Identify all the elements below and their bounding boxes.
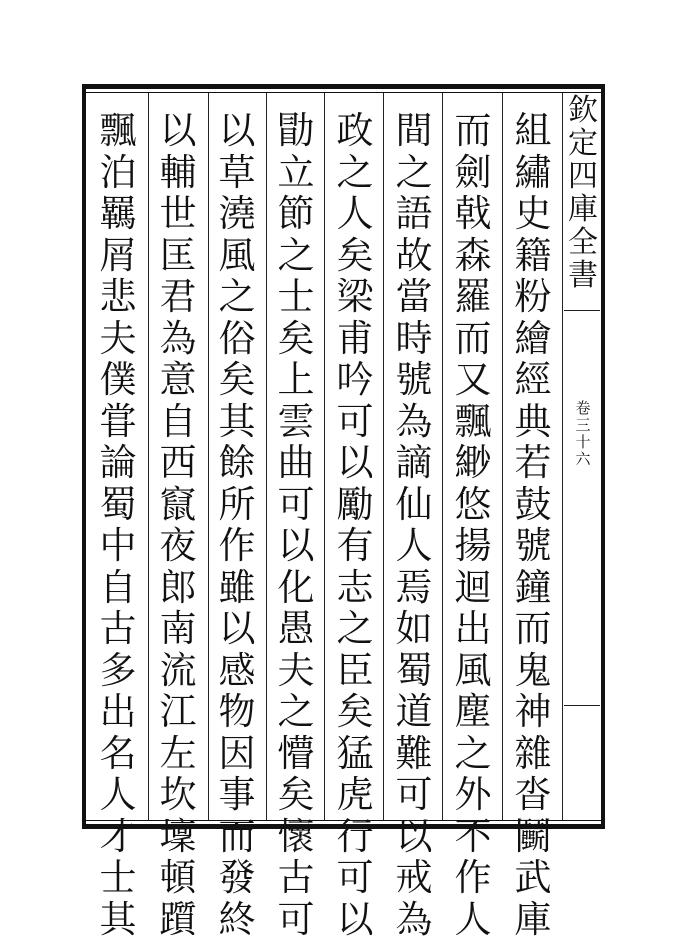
glyph: 鐘 [514, 565, 552, 609]
glyph: 當 [395, 275, 433, 318]
glyph: 論 [99, 441, 137, 484]
column-divider [148, 93, 149, 820]
glyph: 甫 [336, 316, 374, 360]
glyph: 意 [159, 358, 197, 401]
glyph: 甞 [99, 399, 137, 443]
glyph: 立 [277, 150, 315, 194]
text-column-2 [445, 109, 501, 941]
glyph: 世 [159, 192, 197, 235]
glyph: 躓 [159, 897, 197, 941]
glyph: 為 [395, 897, 433, 941]
fishtail-mark [564, 705, 600, 706]
glyph: 如 [395, 607, 433, 650]
column-divider [324, 93, 325, 820]
glyph: 故 [395, 233, 433, 277]
glyph: 繡 [514, 150, 552, 194]
glyph: 難 [395, 731, 433, 775]
glyph: 懵 [277, 731, 315, 775]
glyph: 節 [277, 192, 315, 235]
glyph: 外 [454, 773, 492, 816]
glyph: 飄 [454, 399, 492, 443]
glyph: 羈 [99, 192, 137, 235]
glyph: 定 [568, 126, 598, 161]
glyph: 出 [454, 607, 492, 650]
glyph: 蜀 [99, 482, 137, 526]
glyph: 夫 [99, 316, 137, 360]
glyph: 語 [395, 192, 433, 235]
glyph: 焉 [395, 565, 433, 609]
glyph: 人 [336, 192, 374, 235]
glyph: 庫 [568, 192, 598, 227]
glyph: 感 [218, 648, 256, 692]
glyph: 士 [99, 856, 137, 899]
glyph: 欽 [568, 93, 598, 128]
glyph: 可 [277, 482, 315, 526]
glyph: 為 [395, 399, 433, 443]
glyph: 又 [454, 358, 492, 401]
glyph: 自 [99, 565, 137, 609]
glyph: 矣 [277, 316, 315, 360]
glyph: 鬭 [514, 814, 552, 858]
glyph: 組 [514, 109, 552, 152]
glyph: 以 [218, 109, 256, 152]
glyph: 時 [395, 316, 433, 360]
column-divider [502, 93, 503, 820]
glyph: 可 [277, 897, 315, 941]
glyph: 十 [575, 433, 591, 451]
glyph: 全 [568, 225, 598, 260]
glyph: 之 [336, 607, 374, 650]
glyph: 虎 [336, 773, 374, 816]
glyph: 作 [218, 524, 256, 567]
glyph: 之 [277, 233, 315, 277]
glyph: 雲 [277, 399, 315, 443]
left-border [82, 84, 86, 829]
glyph: 勵 [336, 482, 374, 526]
glyph: 戟 [454, 192, 492, 235]
glyph: 梁 [336, 275, 374, 318]
glyph: 矣 [277, 773, 315, 816]
glyph: 俗 [218, 316, 256, 360]
glyph: 自 [159, 399, 197, 443]
glyph: 左 [159, 731, 197, 775]
column-divider [266, 93, 267, 820]
glyph: 書 [568, 258, 598, 293]
glyph: 發 [218, 856, 256, 899]
glyph: 可 [336, 856, 374, 899]
glyph: 鼓 [514, 482, 552, 526]
text-column-5 [268, 109, 324, 941]
glyph: 六 [575, 450, 591, 468]
glyph: 郎 [159, 565, 197, 609]
glyph: 戒 [395, 856, 433, 899]
glyph: 矣 [336, 233, 374, 277]
glyph: 作 [454, 856, 492, 899]
glyph: 而 [454, 109, 492, 152]
glyph: 草 [218, 150, 256, 194]
glyph: 以 [395, 814, 433, 858]
glyph: 人 [99, 773, 137, 816]
text-column-3 [386, 109, 442, 941]
glyph: 士 [277, 275, 315, 318]
glyph: 森 [454, 233, 492, 277]
text-column-4 [327, 109, 383, 941]
text-column-8 [90, 109, 146, 941]
glyph: 以 [277, 524, 315, 567]
glyph: 終 [218, 897, 256, 941]
glyph: 人 [395, 524, 433, 567]
glyph: 沓 [514, 773, 552, 816]
glyph: 多 [99, 648, 137, 692]
glyph: 江 [159, 690, 197, 733]
glyph: 仙 [395, 482, 433, 526]
top-inner-border [82, 92, 605, 93]
glyph: 經 [514, 358, 552, 401]
glyph: 事 [218, 773, 256, 816]
glyph: 臣 [336, 648, 374, 692]
glyph: 以 [336, 897, 374, 941]
glyph: 南 [159, 607, 197, 650]
glyph: 庫 [514, 897, 552, 941]
glyph: 僕 [99, 358, 137, 401]
glyph: 道 [395, 690, 433, 733]
glyph: 其 [218, 399, 256, 443]
text-column-7 [150, 109, 206, 941]
glyph: 愚 [277, 607, 315, 650]
glyph: 以 [218, 607, 256, 650]
glyph: 武 [514, 856, 552, 899]
glyph: 輔 [159, 150, 197, 194]
glyph: 古 [277, 856, 315, 899]
column-divider [383, 93, 384, 820]
glyph: 緲 [454, 441, 492, 484]
glyph: 間 [395, 109, 433, 152]
glyph: 以 [336, 441, 374, 484]
glyph: 志 [336, 565, 374, 609]
glyph: 匡 [159, 233, 197, 277]
glyph: 出 [99, 690, 137, 733]
text-column-6 [209, 109, 265, 941]
column-divider [562, 93, 563, 820]
glyph: 行 [336, 814, 374, 858]
glyph: 號 [514, 524, 552, 567]
glyph: 塵 [454, 690, 492, 733]
glyph: 之 [218, 275, 256, 318]
glyph: 謫 [395, 441, 433, 484]
glyph: 物 [218, 690, 256, 733]
glyph: 四 [568, 159, 598, 194]
glyph: 夫 [277, 648, 315, 692]
glyph: 蜀 [395, 648, 433, 692]
glyph: 猛 [336, 731, 374, 775]
glyph: 羅 [454, 275, 492, 318]
glyph: 古 [99, 607, 137, 650]
text-column-1 [505, 109, 561, 941]
glyph: 君 [159, 275, 197, 318]
glyph: 才 [99, 814, 137, 858]
glyph: 可 [336, 399, 374, 443]
glyph: 壈 [159, 814, 197, 858]
glyph: 化 [277, 565, 315, 609]
glyph: 揚 [454, 524, 492, 567]
glyph: 吟 [336, 358, 374, 401]
glyph: 風 [454, 648, 492, 692]
book-title [565, 94, 601, 354]
glyph: 人 [454, 897, 492, 941]
glyph: 籍 [514, 233, 552, 277]
glyph: 三 [575, 416, 591, 434]
glyph: 竄 [159, 482, 197, 526]
volume-label [568, 400, 598, 520]
glyph: 卷 [575, 399, 591, 417]
right-border [601, 84, 605, 829]
glyph: 流 [159, 648, 197, 692]
glyph: 悲 [99, 275, 137, 318]
glyph: 可 [395, 773, 433, 816]
glyph: 雖 [218, 565, 256, 609]
glyph: 雜 [514, 731, 552, 775]
glyph: 之 [336, 150, 374, 194]
glyph: 澆 [218, 192, 256, 235]
glyph: 風 [218, 233, 256, 277]
glyph: 曲 [277, 441, 315, 484]
glyph: 坎 [159, 773, 197, 816]
glyph: 餘 [218, 441, 256, 484]
glyph: 若 [514, 441, 552, 484]
glyph: 神 [514, 690, 552, 733]
glyph: 劍 [454, 150, 492, 194]
glyph: 有 [336, 524, 374, 567]
glyph: 以 [159, 109, 197, 152]
glyph: 因 [218, 731, 256, 775]
glyph: 政 [336, 109, 374, 152]
glyph: 悠 [454, 482, 492, 526]
glyph: 之 [454, 731, 492, 775]
glyph: 其 [99, 897, 137, 941]
glyph: 號 [395, 358, 433, 401]
glyph: 迴 [454, 565, 492, 609]
glyph: 粉 [514, 275, 552, 318]
glyph: 鬼 [514, 648, 552, 692]
glyph: 夜 [159, 524, 197, 567]
glyph: 矣 [336, 690, 374, 733]
glyph: 屑 [99, 233, 137, 277]
glyph: 名 [99, 731, 137, 775]
glyph: 而 [514, 607, 552, 650]
glyph: 懷 [277, 814, 315, 858]
glyph: 而 [218, 814, 256, 858]
glyph: 西 [159, 441, 197, 484]
glyph: 勖 [277, 109, 315, 152]
glyph: 之 [395, 150, 433, 194]
glyph: 泊 [99, 150, 137, 194]
glyph: 矣 [218, 358, 256, 401]
glyph: 史 [514, 192, 552, 235]
glyph: 之 [277, 690, 315, 733]
glyph: 不 [454, 814, 492, 858]
glyph: 繪 [514, 316, 552, 360]
column-divider [442, 93, 443, 820]
top-border [82, 84, 605, 89]
glyph: 而 [454, 316, 492, 360]
glyph: 飄 [99, 109, 137, 152]
glyph: 所 [218, 482, 256, 526]
glyph: 上 [277, 358, 315, 401]
glyph: 頓 [159, 856, 197, 899]
glyph: 為 [159, 316, 197, 360]
glyph: 中 [99, 524, 137, 567]
glyph: 典 [514, 399, 552, 443]
